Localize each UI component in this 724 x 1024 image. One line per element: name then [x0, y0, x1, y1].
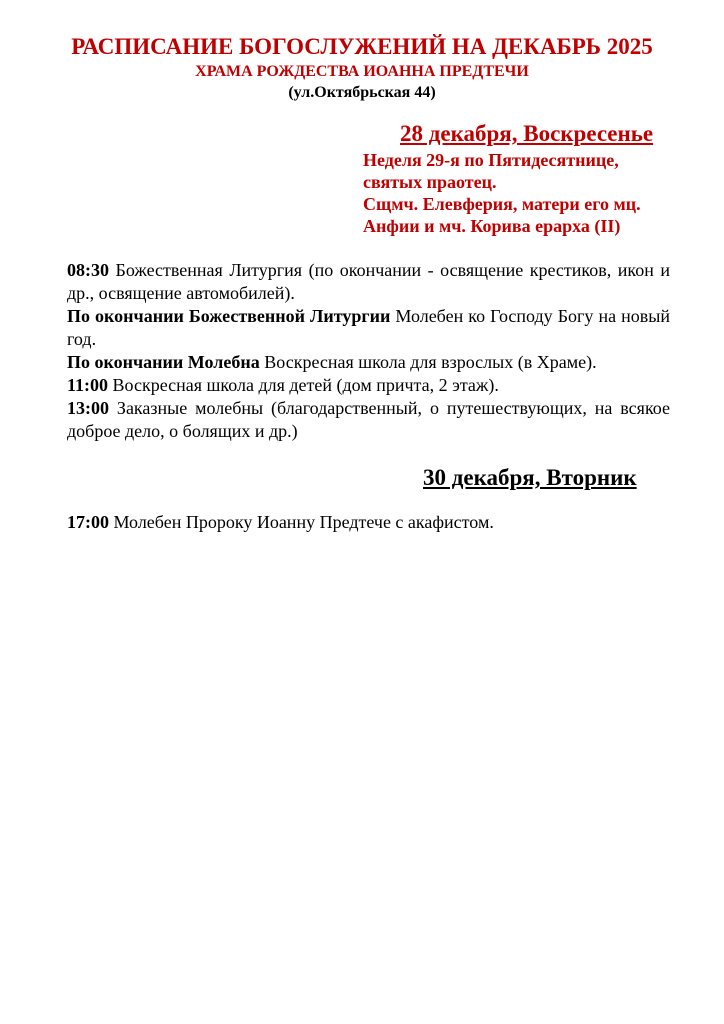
section-30-december: [0, 463, 724, 534]
entry-text: Молебен Пророку Иоанну Предтече с акафистом.: [113, 512, 494, 532]
document-header: [0, 33, 724, 103]
schedule-entry: [67, 374, 670, 397]
day-heading-sunday: 28 декабря, Воскресенье: [400, 121, 654, 146]
feast-line: святых праотец.: [363, 172, 497, 192]
schedule-entry: [67, 511, 670, 534]
schedule-entry: [67, 305, 670, 351]
entry-time: 13:00: [67, 398, 109, 418]
entry-time: 11:00: [67, 375, 109, 395]
entry-text: Заказные молебны (благодарственный, о путешествующих, на всякое доброе дело, о болящих и др.): [67, 398, 670, 441]
church-address: (ул.Октябрьская 44): [288, 84, 436, 101]
entry-time: 17:00: [67, 512, 109, 532]
entry-time: По окончании Молебна: [67, 352, 260, 372]
schedule-entries-sunday: [67, 259, 670, 443]
feast-description: [363, 149, 684, 237]
schedule-entry: [67, 397, 670, 443]
day-heading-tuesday: 30 декабря, Вторник: [423, 465, 637, 490]
feast-line: Неделя 29-я по Пятидесятнице,: [363, 150, 619, 170]
entry-text: Воскресная школа для взрослых (в Храме).: [264, 352, 597, 372]
entry-text: Божественная Литургия (по окончании - освящение крестиков, икон и др., освящение автомобилей).: [67, 260, 670, 303]
entry-text: Воскресная школа для детей (дом причта, 2 этаж).: [112, 375, 499, 395]
schedule-entry: [67, 259, 670, 305]
section-28-december: [0, 119, 724, 443]
feast-line: Сщмч. Елевферия, матери его мц.: [363, 194, 641, 214]
schedule-entry: [67, 351, 670, 374]
church-name: ХРАМА РОЖДЕСТВА ИОАННА ПРЕДТЕЧИ: [195, 63, 529, 80]
entry-time: По окончании Божественной Литургии: [67, 306, 391, 326]
feast-line: Анфии и мч. Корива ерарха (II): [363, 216, 621, 236]
entry-time: 08:30: [67, 260, 109, 280]
schedule-title: РАСПИСАНИЕ БОГОСЛУЖЕНИЙ НА ДЕКАБРЬ 2025: [71, 34, 653, 59]
schedule-entries-tuesday: [67, 511, 670, 534]
entry-text: Молебен ко Господу Богу на новый год.: [67, 306, 670, 349]
